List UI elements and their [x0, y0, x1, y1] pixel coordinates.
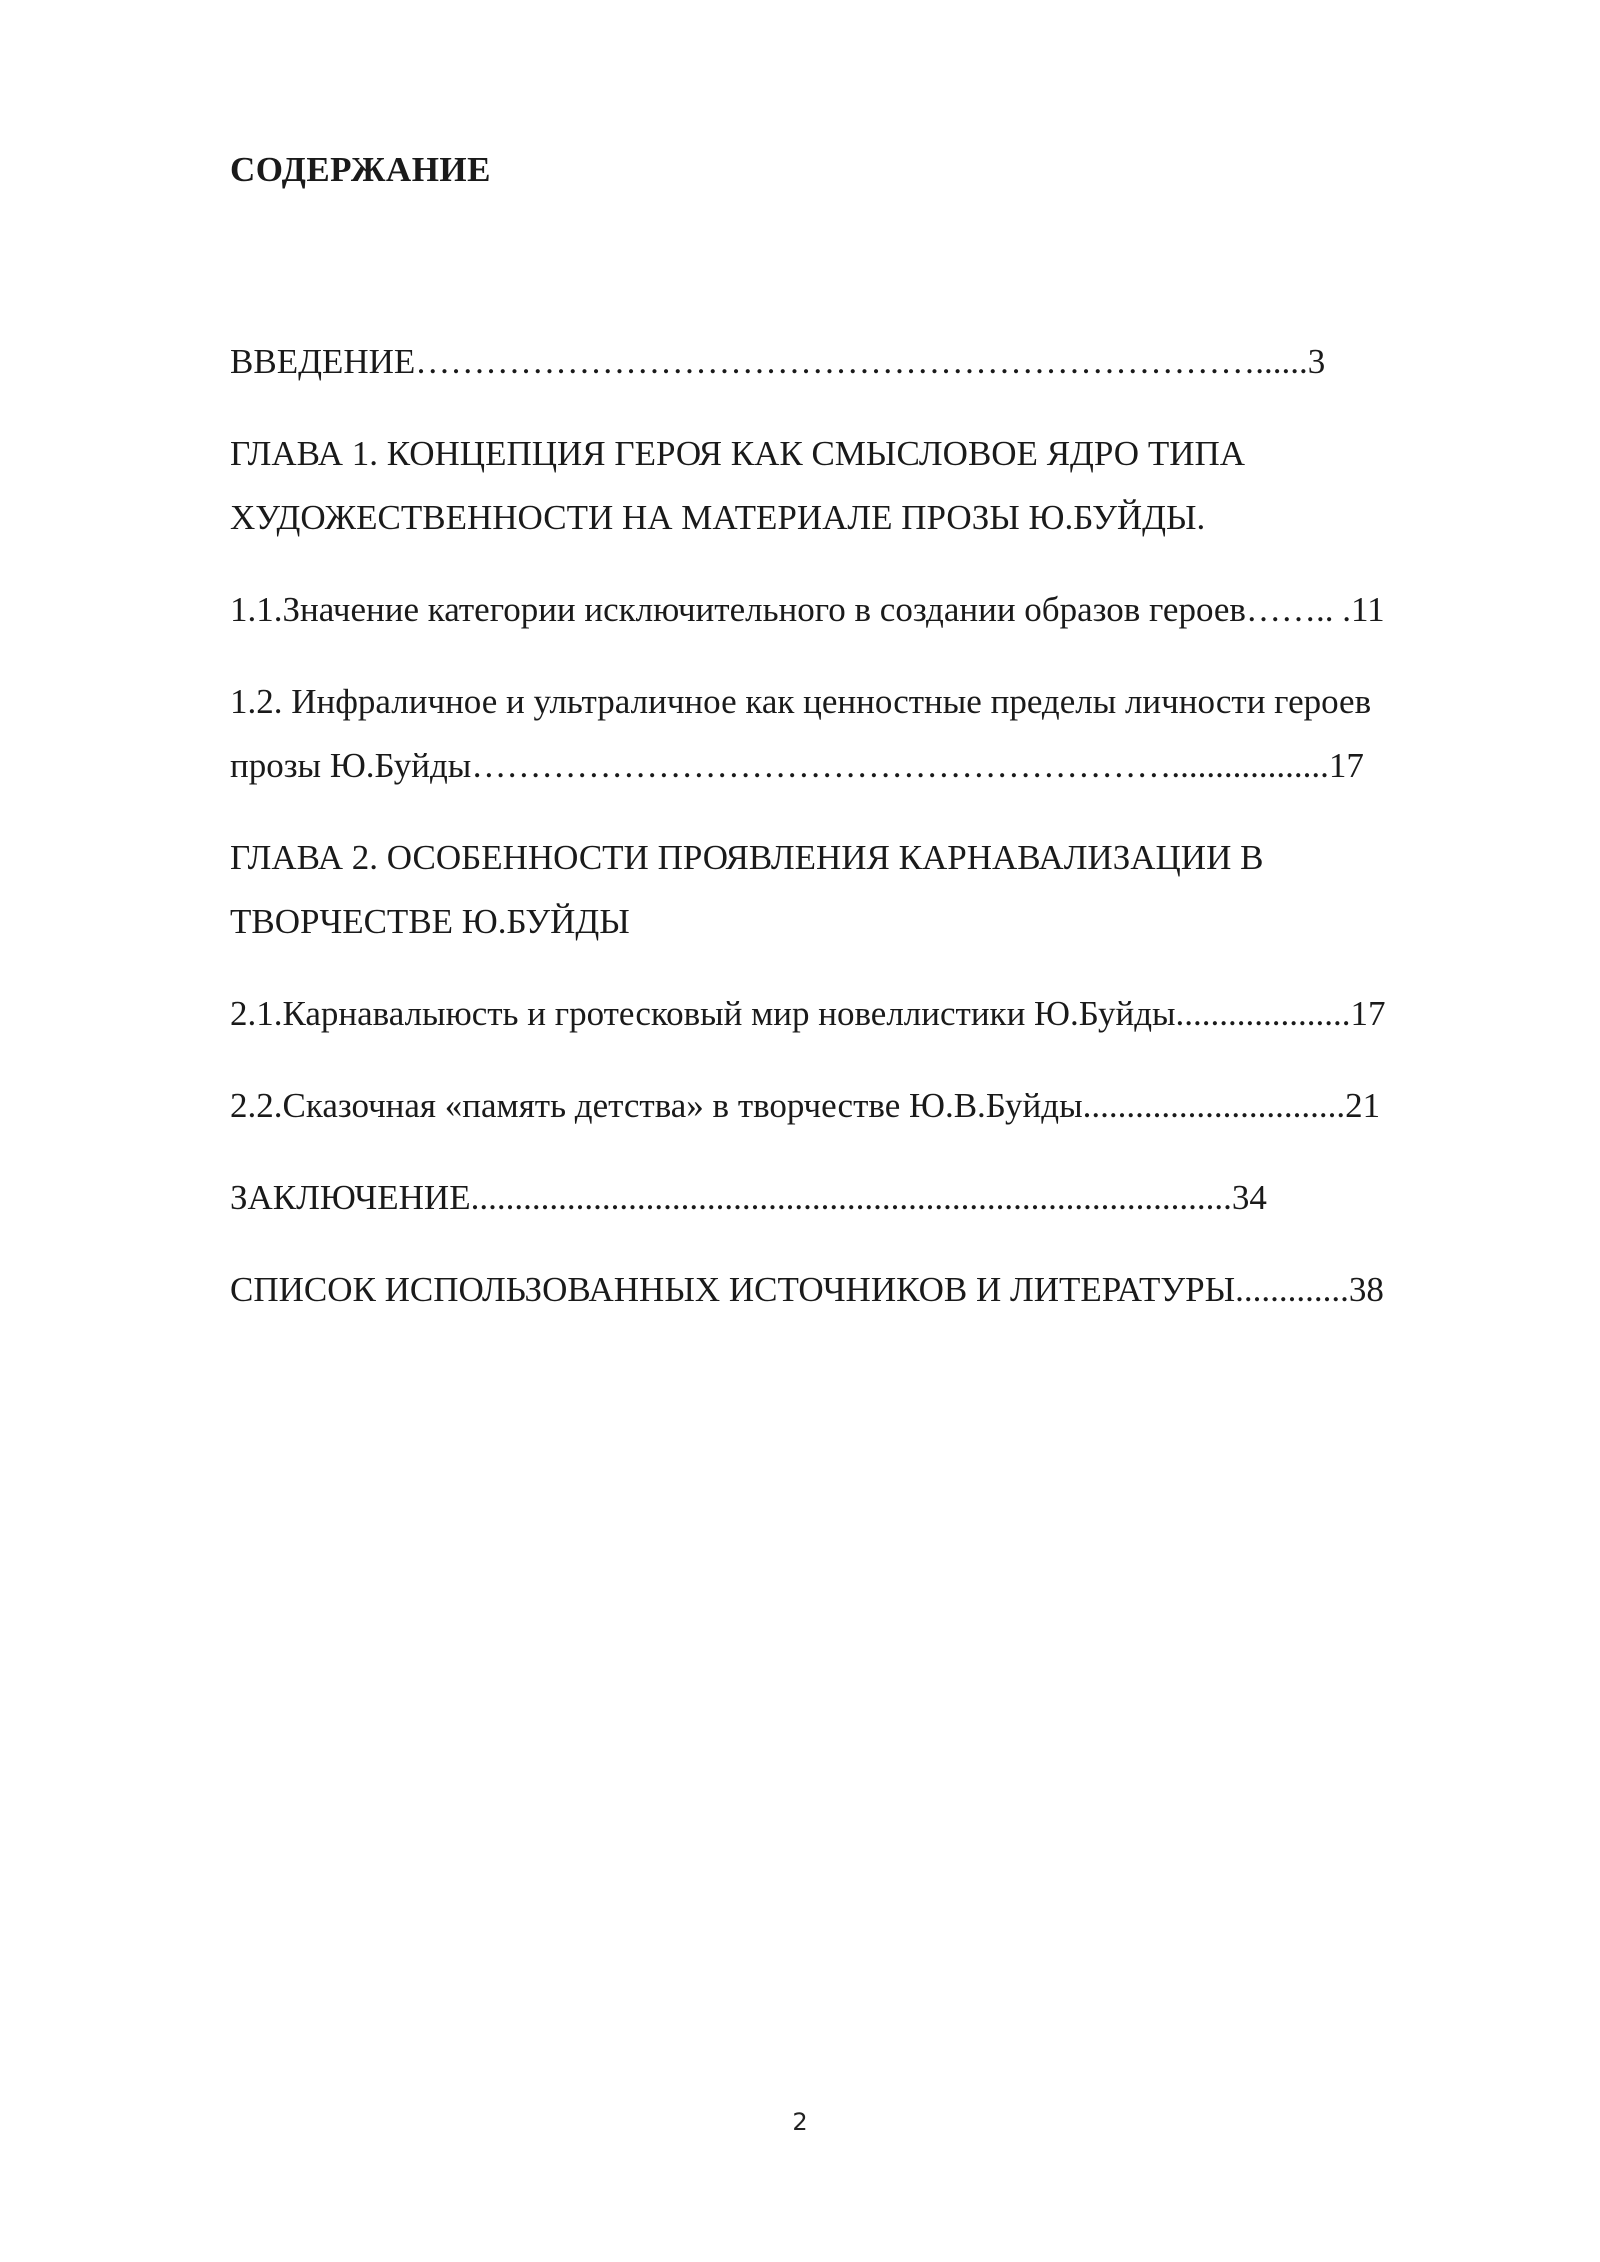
toc-entry-chapter-1	[230, 422, 1495, 550]
toc-entry-line: ЗАКЛЮЧЕНИЕ.......................................................................................34	[230, 1178, 1267, 1217]
toc-entry-line: 1.2. Инфраличное и ультраличное как ценностные пределы личности героев	[230, 682, 1372, 721]
toc-entry-bibliography	[230, 1258, 1495, 1322]
toc-entry-introduction	[230, 330, 1495, 394]
toc-entry-line: прозы Ю.Буйды……………………………………………………..................17	[230, 746, 1364, 785]
toc-entry-line: ГЛАВА 2. ОСОБЕННОСТИ ПРОЯВЛЕНИЯ КАРНАВАЛИЗАЦИИ В	[230, 838, 1264, 877]
toc-entry-line: 2.1.Карнавалыюсть и гротесковый мир новеллистики Ю.Буйды....................17	[230, 994, 1386, 1033]
toc-entry-line: ХУДОЖЕСТВЕННОСТИ НА МАТЕРИАЛЕ ПРОЗЫ Ю.БУЙДЫ.	[230, 498, 1206, 537]
toc-entry-line: СПИСОК ИСПОЛЬЗОВАННЫХ ИСТОЧНИКОВ И ЛИТЕРАТУРЫ.............38	[230, 1270, 1384, 1309]
toc-entry-section-1-2	[230, 670, 1495, 798]
toc-entry-line: ВВЕДЕНИЕ………………………………………………………………......3	[230, 342, 1326, 381]
toc-entry-line: 1.1.Значение категории исключительного в создании образов героев…….. .11	[230, 590, 1385, 629]
table-of-contents	[230, 330, 1495, 1350]
page-number: 2	[792, 2108, 808, 2136]
toc-entry-section-2-2	[230, 1074, 1495, 1138]
toc-entry-section-1-1	[230, 578, 1495, 642]
toc-entry-conclusion	[230, 1166, 1495, 1230]
toc-entry-section-2-1	[230, 982, 1495, 1046]
toc-entry-line: ТВОРЧЕСТВЕ Ю.БУЙДЫ	[230, 902, 630, 941]
toc-entry-chapter-2	[230, 826, 1495, 954]
toc-entry-line: ГЛАВА 1. КОНЦЕПЦИЯ ГЕРОЯ КАК СМЫСЛОВОЕ ЯДРО ТИПА	[230, 434, 1246, 473]
toc-entry-line: 2.2.Сказочная «память детства» в творчестве Ю.В.Буйды..............................21	[230, 1086, 1381, 1125]
toc-title: СОДЕРЖАНИЕ	[230, 150, 492, 189]
